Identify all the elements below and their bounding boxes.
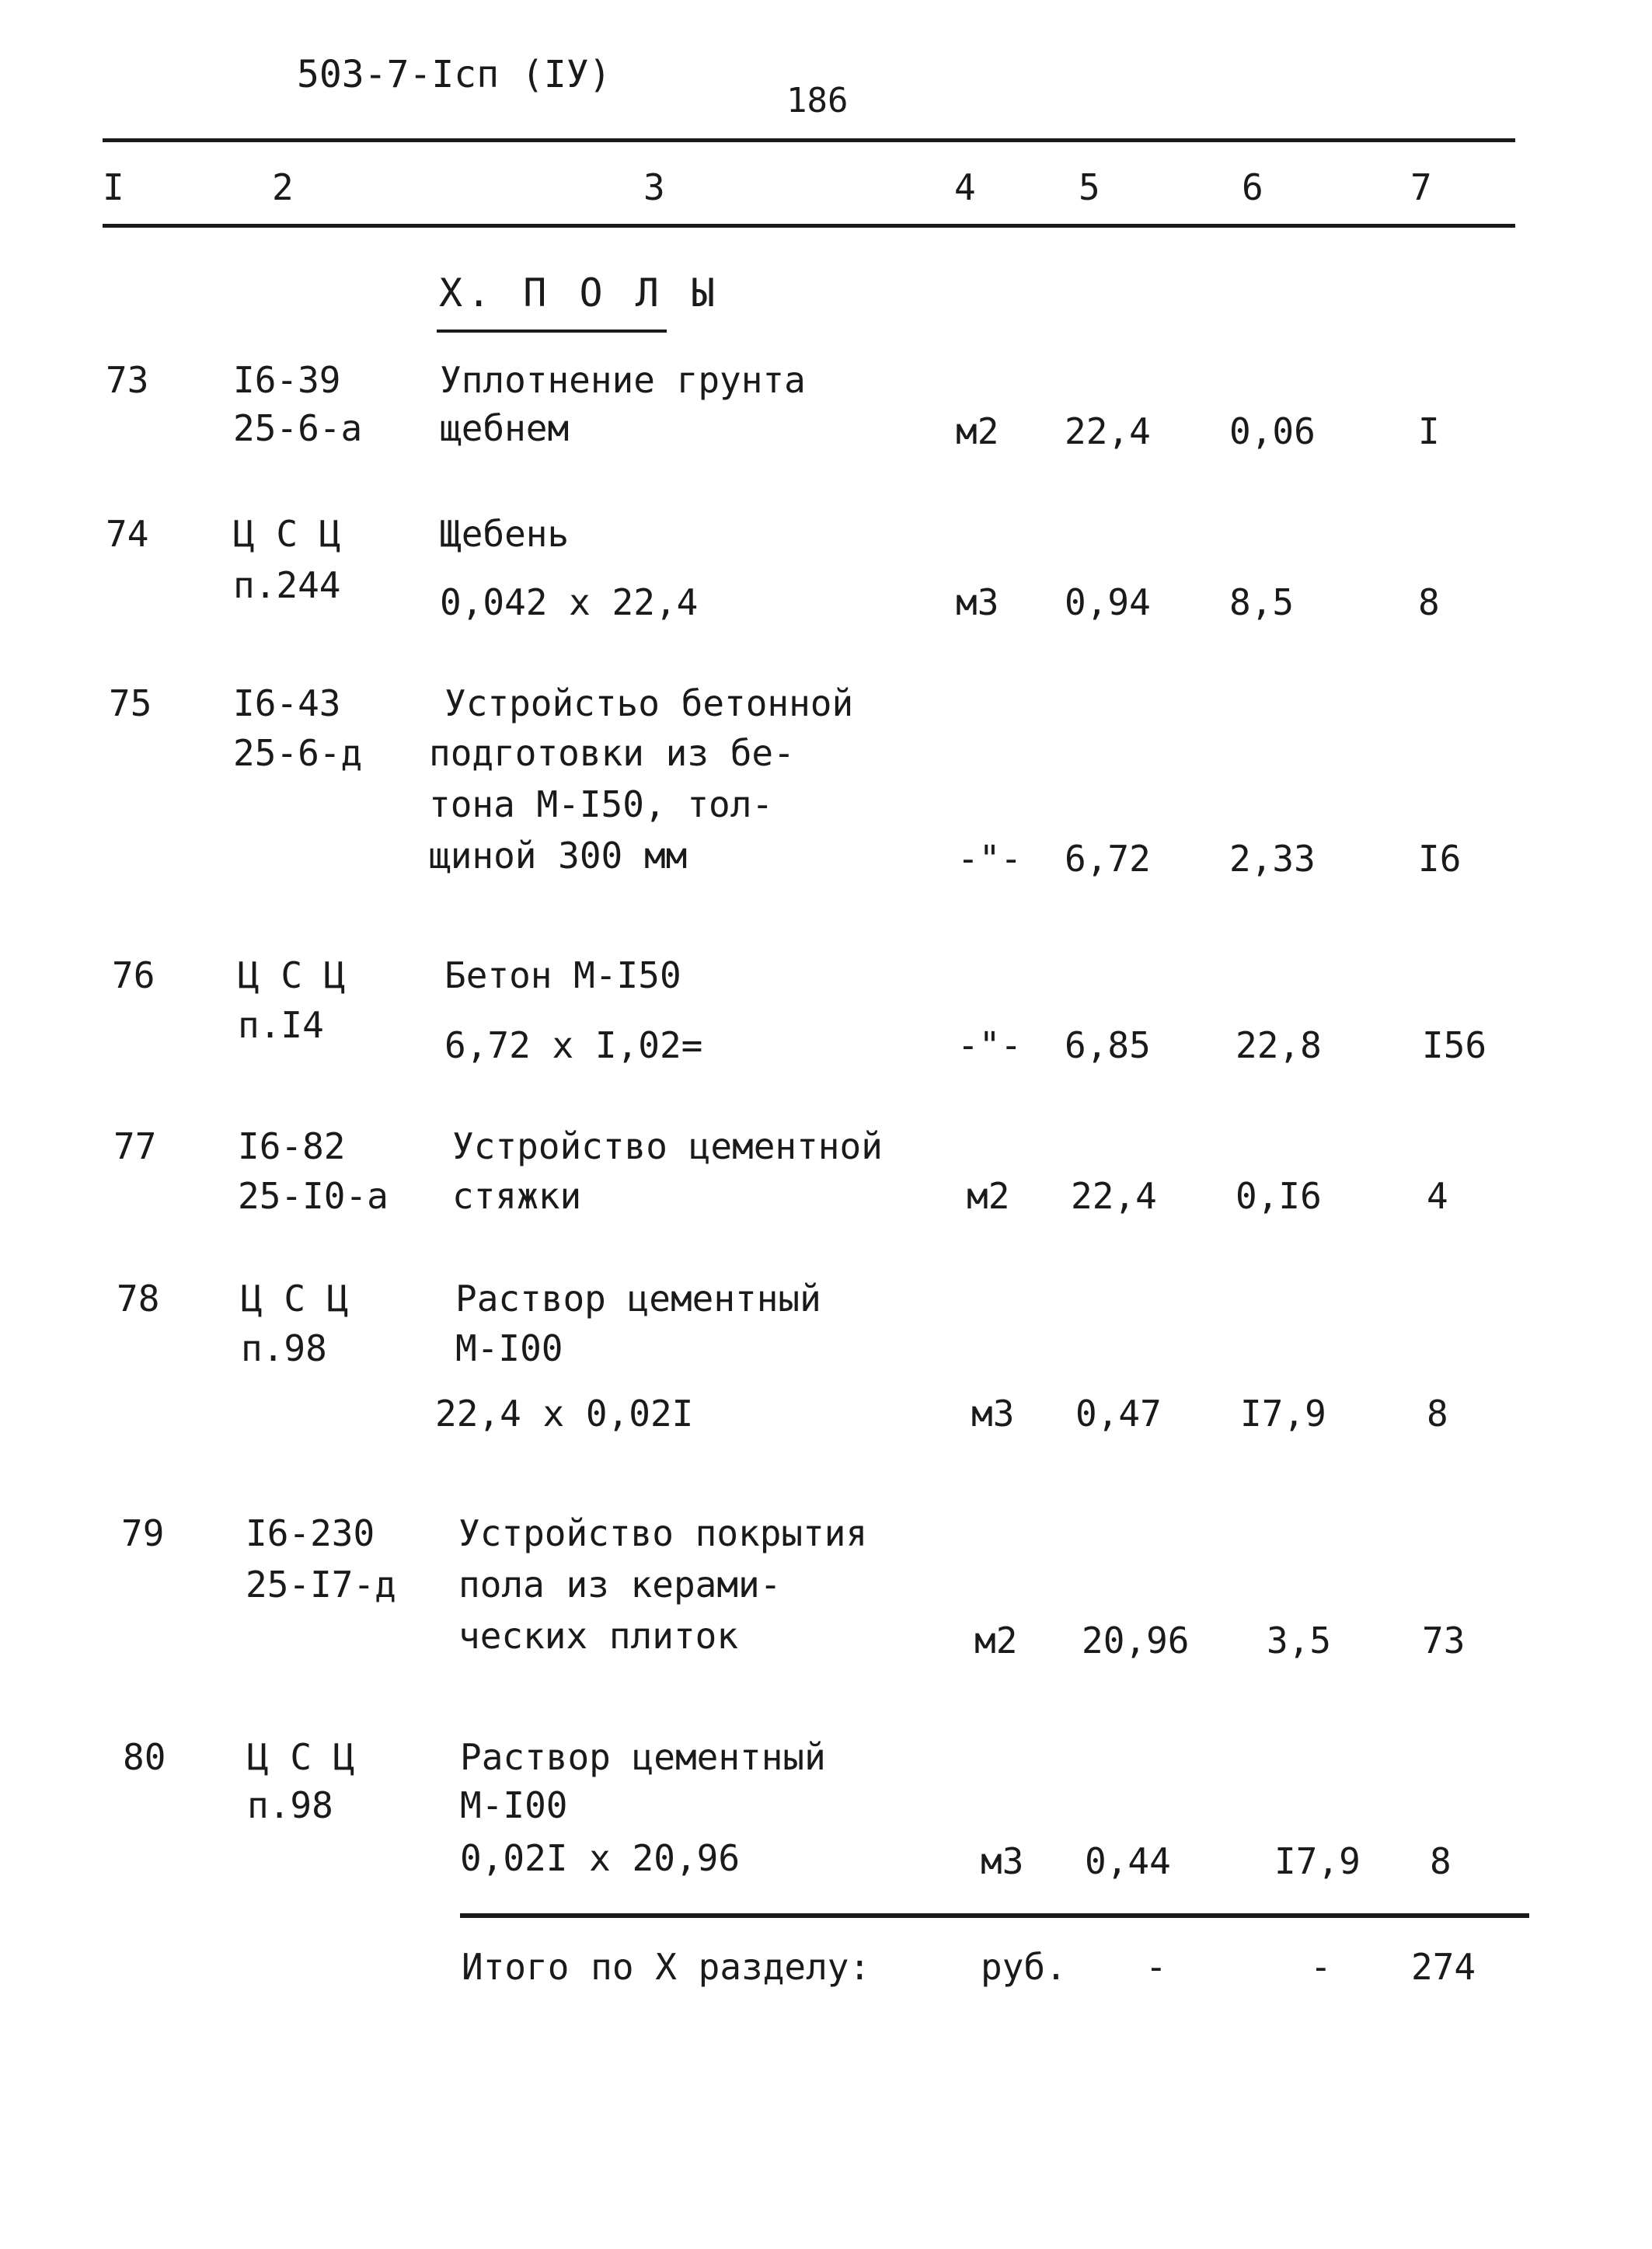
summary-unit: руб. xyxy=(981,1946,1067,1988)
unit-price: 2,33 xyxy=(1229,838,1316,880)
norm-code: п.244 xyxy=(233,564,341,606)
summary-price: - xyxy=(1310,1946,1332,1988)
unit: м3 xyxy=(971,1393,1015,1435)
unit: м3 xyxy=(981,1840,1024,1882)
norm-code: Ц С Ц xyxy=(247,1736,355,1778)
column-header-6: 6 xyxy=(1242,166,1263,208)
unit: м2 xyxy=(956,410,999,452)
work-description: Устройство покрытия xyxy=(458,1512,868,1554)
unit-price: I7,9 xyxy=(1274,1840,1361,1882)
unit-price: I7,9 xyxy=(1240,1393,1326,1435)
unit: -"- xyxy=(957,1024,1023,1066)
quantity: 0,94 xyxy=(1065,581,1151,623)
work-description: стяжки xyxy=(452,1175,582,1217)
work-description: подготовки из бе- xyxy=(429,732,795,774)
total-cost: I xyxy=(1418,410,1440,452)
work-description: 22,4 х 0,02I xyxy=(435,1393,694,1435)
norm-code: I6-43 xyxy=(233,682,341,724)
table-header-rule xyxy=(103,224,1515,228)
table-top-rule xyxy=(103,138,1515,142)
norm-code: I6-39 xyxy=(233,359,341,401)
unit: -"- xyxy=(957,838,1023,880)
work-description: щебнем xyxy=(440,407,570,449)
document-code: 503-7-Iсп (IУ) xyxy=(297,53,612,96)
work-description: Устройстьо бетонной xyxy=(444,682,854,724)
column-header-3: 3 xyxy=(643,166,665,208)
column-header-7: 7 xyxy=(1410,166,1432,208)
summary-total: 274 xyxy=(1411,1946,1476,1988)
row-number: 80 xyxy=(123,1736,166,1778)
row-number: 73 xyxy=(106,359,149,401)
work-description: Уплотнение грунта xyxy=(440,359,806,401)
section-title-underline xyxy=(437,330,667,333)
unit: м2 xyxy=(974,1620,1018,1661)
work-description: Устройство цементной xyxy=(452,1125,883,1167)
norm-code: Ц С Ц xyxy=(241,1278,349,1320)
quantity: 6,85 xyxy=(1065,1024,1151,1066)
column-header-1: I xyxy=(103,166,124,208)
work-description: 6,72 х I,02= xyxy=(444,1024,703,1066)
work-description: тона М-I50, тол- xyxy=(429,783,774,825)
row-number: 75 xyxy=(109,682,152,724)
total-cost: I56 xyxy=(1422,1024,1487,1066)
quantity: 22,4 xyxy=(1065,410,1151,452)
column-header-4: 4 xyxy=(954,166,976,208)
unit-price: 3,5 xyxy=(1267,1620,1332,1661)
total-cost: 4 xyxy=(1427,1175,1448,1217)
row-number: 79 xyxy=(121,1512,165,1554)
row-number: 74 xyxy=(106,513,149,555)
norm-code: Ц С Ц xyxy=(238,954,346,996)
norm-code: I6-230 xyxy=(246,1512,375,1554)
summary-rule xyxy=(460,1913,1529,1918)
work-description: щиной 300 мм xyxy=(429,835,688,877)
total-cost: 8 xyxy=(1430,1840,1452,1882)
section-title: X. П О Л Ы xyxy=(439,270,720,316)
work-description: М-I00 xyxy=(460,1784,568,1826)
unit-price: 0,06 xyxy=(1229,410,1316,452)
total-cost: 73 xyxy=(1422,1620,1466,1661)
norm-code: 25-I0-а xyxy=(238,1175,389,1217)
unit-price: 8,5 xyxy=(1229,581,1295,623)
column-header-2: 2 xyxy=(272,166,294,208)
unit: м3 xyxy=(956,581,999,623)
quantity: 22,4 xyxy=(1071,1175,1157,1217)
work-description: Раствор цементный xyxy=(455,1278,821,1320)
work-description: Раствор цементный xyxy=(460,1736,826,1778)
row-number: 77 xyxy=(113,1125,157,1167)
unit-price: 0,I6 xyxy=(1236,1175,1322,1217)
page-number: 186 xyxy=(786,81,849,120)
work-description: пола из керами- xyxy=(458,1564,782,1606)
norm-code: п.98 xyxy=(247,1784,333,1826)
work-description: Бетон М-I50 xyxy=(444,954,681,996)
norm-code: Ц С Ц xyxy=(233,513,341,555)
norm-code: 25-6-д xyxy=(233,732,363,774)
norm-code: I6-82 xyxy=(238,1125,346,1167)
quantity: 6,72 xyxy=(1065,838,1151,880)
total-cost: 8 xyxy=(1427,1393,1448,1435)
quantity: 20,96 xyxy=(1082,1620,1190,1661)
work-description: 0,042 х 22,4 xyxy=(440,581,699,623)
summary-quantity: - xyxy=(1145,1946,1167,1988)
row-number: 78 xyxy=(117,1278,160,1320)
norm-code: 25-6-а xyxy=(233,407,363,449)
column-header-5: 5 xyxy=(1079,166,1100,208)
unit-price: 22,8 xyxy=(1236,1024,1322,1066)
work-description: Щебень xyxy=(440,513,570,555)
work-description: ческих плиток xyxy=(458,1615,739,1657)
quantity: 0,47 xyxy=(1075,1393,1162,1435)
row-number: 76 xyxy=(112,954,155,996)
norm-code: п.I4 xyxy=(238,1004,324,1046)
total-cost: I6 xyxy=(1418,838,1462,880)
work-description: М-I00 xyxy=(455,1327,563,1369)
total-cost: 8 xyxy=(1418,581,1440,623)
work-description: 0,02I х 20,96 xyxy=(460,1837,741,1879)
summary-label: Итого по X разделу: xyxy=(462,1946,871,1988)
norm-code: п.98 xyxy=(241,1327,327,1369)
norm-code: 25-I7-д xyxy=(246,1564,396,1606)
unit: м2 xyxy=(967,1175,1010,1217)
quantity: 0,44 xyxy=(1085,1840,1171,1882)
